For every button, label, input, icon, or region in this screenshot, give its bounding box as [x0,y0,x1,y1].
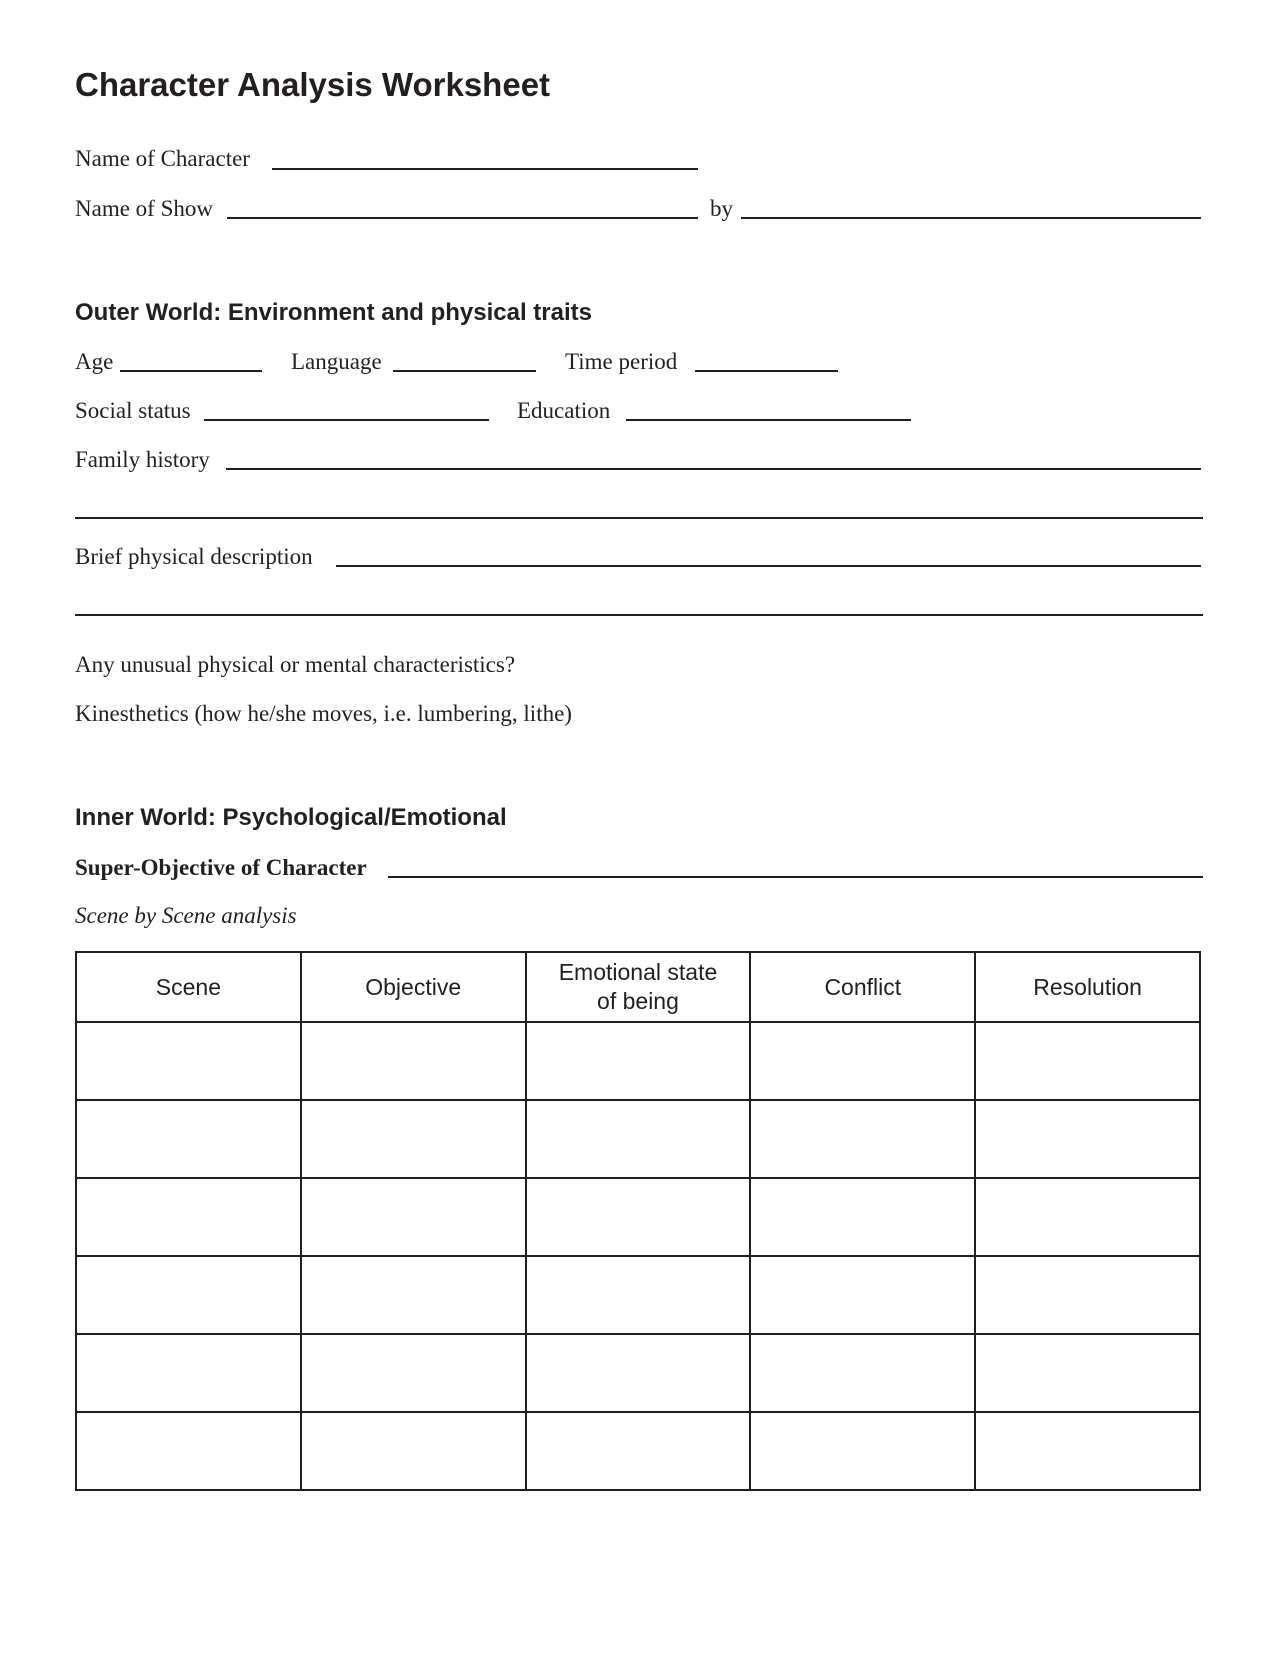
table-cell[interactable] [526,1100,751,1178]
table-row [76,1022,1200,1100]
age-label: Age [75,349,114,374]
table-cell[interactable] [301,1100,526,1178]
table-row [76,1100,1200,1178]
name-of-show-field[interactable] [227,217,698,219]
table-row [76,1334,1200,1412]
social-status-field[interactable] [204,419,489,421]
emotional-state-header-text: Emotional state of being [558,959,718,1014]
name-of-character-field[interactable] [272,168,698,170]
table-cell[interactable] [76,1256,301,1334]
table-cell[interactable] [975,1334,1200,1412]
age-field[interactable] [120,370,262,372]
table-cell[interactable] [750,1256,975,1334]
super-objective-field[interactable] [388,876,1203,878]
table-cell[interactable] [526,1412,751,1490]
physical-description-field[interactable] [336,565,1201,567]
super-objective-label: Super-Objective of Character [75,855,367,880]
table-cell[interactable] [975,1022,1200,1100]
unusual-characteristics-prompt: Any unusual physical or mental characteristics? [75,652,516,677]
table-cell[interactable] [526,1256,751,1334]
scene-analysis-label: Scene by Scene analysis [75,903,297,928]
education-label: Education [517,398,611,423]
table-cell[interactable] [975,1412,1200,1490]
table-cell[interactable] [301,1412,526,1490]
page-title: Character Analysis Worksheet [75,66,551,103]
table-header-row [76,952,1200,1022]
table-cell[interactable] [76,1100,301,1178]
table-cell[interactable] [750,1022,975,1100]
education-field[interactable] [626,419,911,421]
table-cell[interactable] [76,1178,301,1256]
table-cell[interactable] [301,1334,526,1412]
table-cell[interactable] [750,1334,975,1412]
table-cell[interactable] [526,1334,751,1412]
physical-description-label: Brief physical description [75,544,313,569]
column-header-resolution: Resolution [975,952,1200,1022]
column-header-scene: Scene [76,952,301,1022]
family-history-field-continued[interactable] [75,517,1203,519]
table-cell[interactable] [76,1412,301,1490]
table-row [76,1256,1200,1334]
time-period-field[interactable] [695,370,838,372]
table-cell[interactable] [750,1178,975,1256]
table-cell[interactable] [750,1100,975,1178]
by-label: by [710,196,733,221]
scene-analysis-table [75,951,1201,1491]
table-cell[interactable] [526,1178,751,1256]
table-cell[interactable] [301,1256,526,1334]
outer-world-heading: Outer World: Environment and physical traits [75,299,592,326]
name-of-character-label: Name of Character [75,146,250,171]
table-cell[interactable] [975,1100,1200,1178]
kinesthetics-prompt: Kinesthetics (how he/she moves, i.e. lumbering, lithe) [75,701,572,726]
time-period-label: Time period [565,349,678,374]
table-cell[interactable] [301,1022,526,1100]
family-history-label: Family history [75,447,210,472]
column-header-emotional-state [526,952,751,1022]
inner-world-heading: Inner World: Psychological/Emotional [75,804,507,831]
table-row [76,1178,1200,1256]
name-of-show-label: Name of Show [75,196,213,221]
physical-description-field-continued[interactable] [75,614,1203,616]
table-row [76,1412,1200,1490]
column-header-conflict: Conflict [750,952,975,1022]
family-history-field[interactable] [226,468,1201,470]
table-cell[interactable] [76,1334,301,1412]
table-cell[interactable] [750,1412,975,1490]
table-cell[interactable] [975,1256,1200,1334]
language-field[interactable] [393,370,536,372]
table-cell[interactable] [301,1178,526,1256]
table-cell[interactable] [975,1178,1200,1256]
social-status-label: Social status [75,398,191,423]
author-field[interactable] [741,217,1201,219]
column-header-objective: Objective [301,952,526,1022]
table-cell[interactable] [76,1022,301,1100]
language-label: Language [291,349,382,374]
table-cell[interactable] [526,1022,751,1100]
